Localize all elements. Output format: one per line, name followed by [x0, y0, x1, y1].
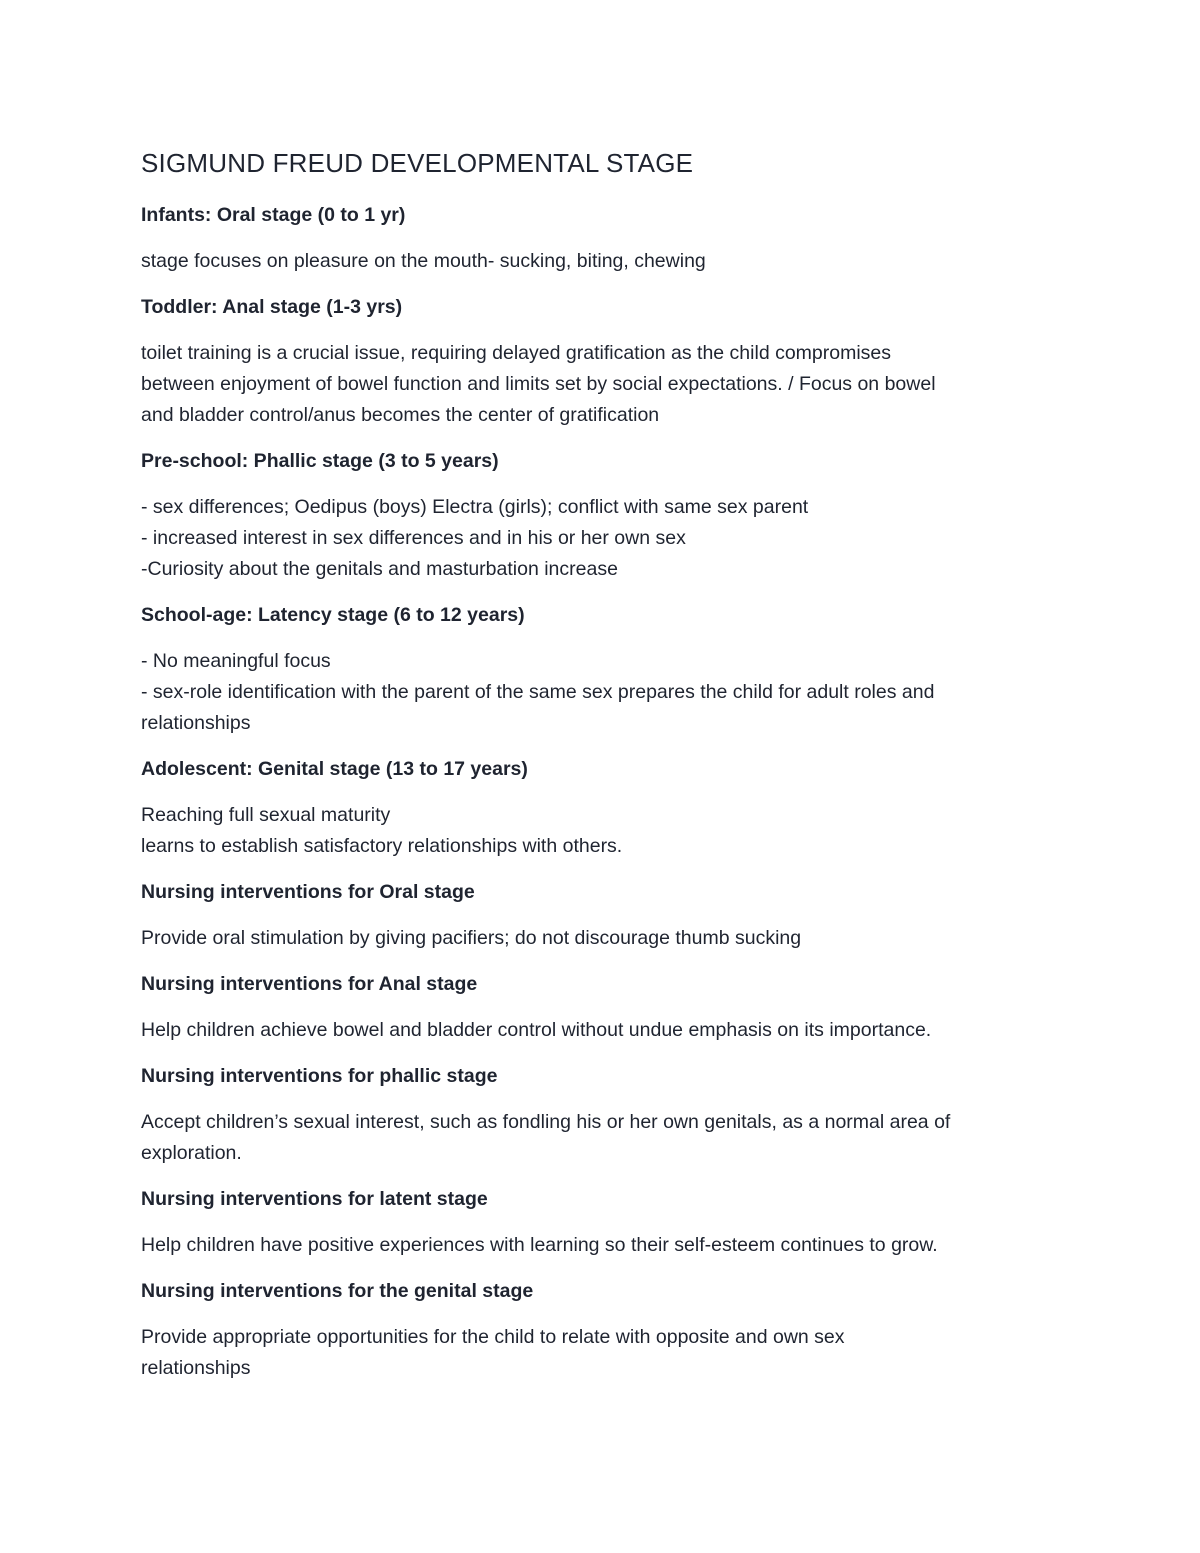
text-line: between enjoyment of bowel function and limits set by social expectations. / Focus on bowel: [141, 373, 936, 395]
nursing-oral-heading: Nursing interventions for Oral stage: [141, 881, 475, 903]
text-line: - sex differences; Oedipus (boys) Electra (girls); conflict with same sex parent: [141, 496, 809, 518]
text-line: - increased interest in sex differences and in his or her own sex: [141, 527, 686, 549]
latency-stage-heading: School-age: Latency stage (6 to 12 years): [141, 604, 525, 626]
genital-stage-description: [141, 800, 1041, 862]
nursing-latent-heading: Nursing interventions for latent stage: [141, 1188, 488, 1210]
anal-stage-description: [141, 338, 1041, 431]
text-line: learns to establish satisfactory relationships with others.: [141, 835, 623, 857]
text-line: Accept children’s sexual interest, such as fondling his or her own genitals, as a normal area of: [141, 1111, 951, 1133]
document-page: [141, 146, 1041, 1399]
nursing-anal-description: [141, 1015, 1041, 1046]
text-line: Provide appropriate opportunities for the child to relate with opposite and own sex: [141, 1326, 845, 1348]
text-line: - sex-role identification with the parent of the same sex prepares the child for adult roles and: [141, 681, 935, 703]
nursing-genital-heading: Nursing interventions for the genital stage: [141, 1280, 534, 1302]
text-line: stage focuses on pleasure on the mouth- sucking, biting, chewing: [141, 250, 706, 272]
oral-stage-description: [141, 246, 1041, 277]
text-line: Help children achieve bowel and bladder control without undue emphasis on its importance.: [141, 1019, 932, 1041]
text-line: relationships: [141, 712, 251, 734]
oral-stage-heading: Infants: Oral stage (0 to 1 yr): [141, 204, 406, 226]
text-line: Provide oral stimulation by giving pacifiers; do not discourage thumb sucking: [141, 927, 802, 949]
phallic-stage-description: [141, 492, 1041, 585]
text-line: and bladder control/anus becomes the center of gratification: [141, 404, 660, 426]
genital-stage-heading: Adolescent: Genital stage (13 to 17 years): [141, 758, 528, 780]
latency-stage-description: [141, 646, 1041, 739]
text-line: exploration.: [141, 1142, 242, 1164]
nursing-phallic-description: [141, 1107, 1041, 1169]
nursing-anal-heading: Nursing interventions for Anal stage: [141, 973, 478, 995]
text-line: toilet training is a crucial issue, requiring delayed gratification as the child compromises: [141, 342, 892, 364]
text-line: - No meaningful focus: [141, 650, 331, 672]
phallic-stage-heading: Pre-school: Phallic stage (3 to 5 years): [141, 450, 499, 472]
document-title: SIGMUND FREUD DEVELOPMENTAL STAGE: [141, 148, 694, 178]
nursing-genital-description: [141, 1322, 1041, 1384]
nursing-oral-description: [141, 923, 1041, 954]
text-line: relationships: [141, 1357, 251, 1379]
text-line: -Curiosity about the genitals and masturbation increase: [141, 558, 618, 580]
anal-stage-heading: Toddler: Anal stage (1-3 yrs): [141, 296, 403, 318]
text-line: Help children have positive experiences with learning so their self-esteem continues to grow.: [141, 1234, 938, 1256]
text-line: Reaching full sexual maturity: [141, 804, 391, 826]
nursing-latent-description: [141, 1230, 1041, 1261]
nursing-phallic-heading: Nursing interventions for phallic stage: [141, 1065, 498, 1087]
